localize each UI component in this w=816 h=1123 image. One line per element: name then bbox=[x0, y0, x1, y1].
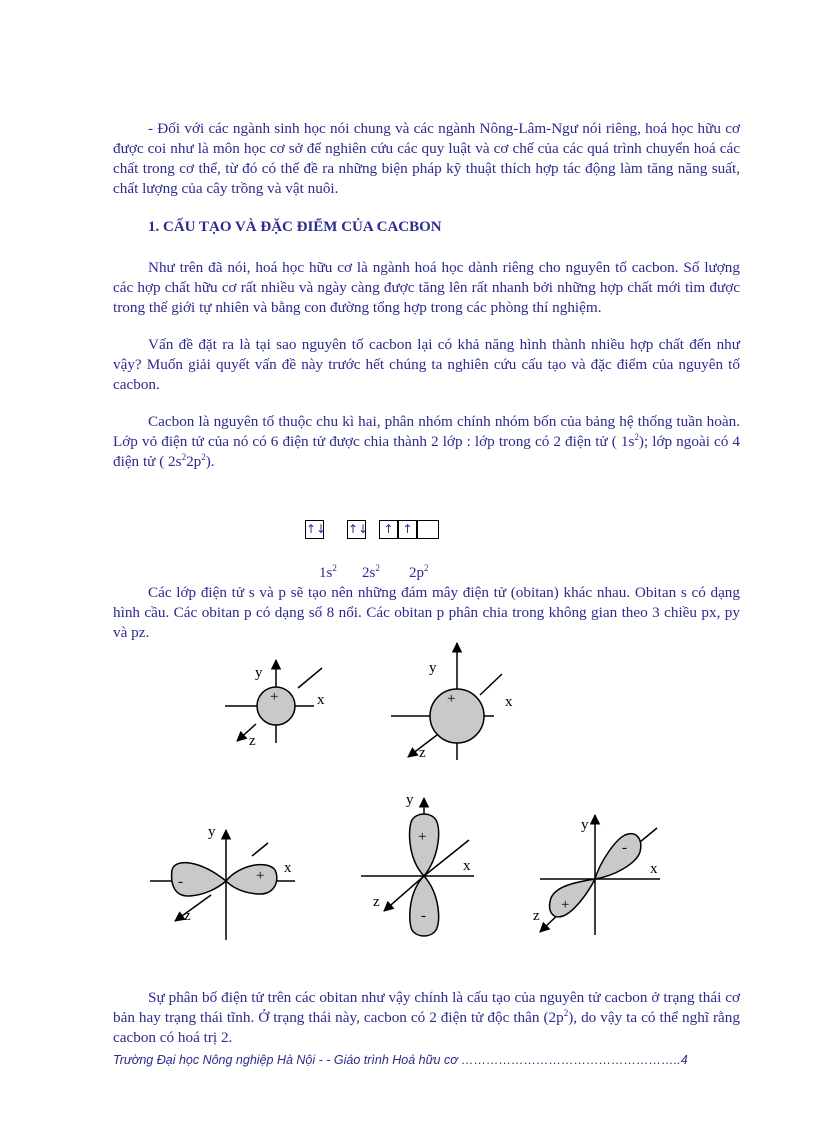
orbital-box-2px: ↑ bbox=[379, 520, 398, 539]
pz-x-label: x bbox=[650, 861, 658, 877]
s2-x-label: x bbox=[505, 694, 513, 710]
orbital-box-1s: ↑↓ bbox=[305, 520, 324, 539]
py-z-label: z bbox=[373, 894, 380, 910]
section-heading: 1. CẤU TẠO VÀ ĐẶC ĐIỂM CỦA CACBON bbox=[148, 219, 442, 235]
pz-orbital bbox=[540, 815, 660, 935]
s2-z-label: z bbox=[419, 745, 426, 761]
orbital-box-2py: ↑ bbox=[398, 520, 417, 539]
page-footer: Trường Đại học Nông nghiệp Hà Nội - - Giáo trình Hoá hữu cơ ……………………………………………..4 bbox=[113, 1053, 688, 1067]
paragraph-2: Vấn đề đặt ra là tại sao nguyên tố cacbon lại có khả năng hình thành nhiều hợp chất đến như vậy? Muốn giải quyết vấn đề này trước hết chúng ta nghiên cứu cấu tạo và đặc điểm của nguyên tố cacbon. bbox=[113, 336, 740, 393]
s2-y-label: y bbox=[429, 660, 437, 676]
py-minus: - bbox=[421, 908, 426, 924]
px-plus: + bbox=[256, 868, 265, 884]
label-1s: $1s^2$ bbox=[319, 563, 337, 581]
label-2p: $2p^2$ bbox=[409, 563, 429, 581]
paragraph-3: Cacbon là nguyên tố thuộc chu kì hai, phân nhóm chính nhóm bốn của bảng hệ thống tuần hoàn. Lớp vỏ điện tử của nó có 6 điện tử được chia thành 2 lớp : lớp trong có 2 điện tử ( $1s^2$); lớp ngoài có 4 điện tử ( $2s^22p^2$). bbox=[113, 413, 741, 470]
px-z-label: z bbox=[184, 908, 191, 924]
px-y-label: y bbox=[208, 824, 216, 840]
s1-y-label: y bbox=[255, 665, 263, 681]
s1-plus: + bbox=[270, 689, 279, 705]
paragraph-5: Sự phân bố điện tử trên các obitan như vậy chính là cấu tạo của nguyên tử cacbon ở trạng thái cơ bản hay trạng thái tĩnh. Ở trạng thái này, cacbon có 2 điện tử độc thân $(2p^2)$, do vậy ta có thể nghĩ rằng cacbon có hoá trị 2. bbox=[113, 989, 740, 1046]
orbital-box-2s: ↑↓ bbox=[347, 520, 366, 539]
pz-y-label: y bbox=[581, 817, 589, 833]
paragraph-4: Các lớp điện tử s và p sẽ tạo nên những đám mây điện tử (obitan) khác nhau. Obitan s có dạng hình cầu. Các obitan p có dạng số 8 nổi. Các obitan p phân chia trong không gian theo 3 chiều px, py và pz. bbox=[113, 584, 740, 641]
px-x-label: x bbox=[284, 860, 292, 876]
s1-z-label: z bbox=[249, 733, 256, 749]
pz-z-label: z bbox=[533, 908, 540, 924]
s2-plus: + bbox=[447, 691, 456, 707]
pz-plus: + bbox=[561, 897, 570, 913]
paragraph-1: Như trên đã nói, hoá học hữu cơ là ngành hoá học dành riêng cho nguyên tố cacbon. Số lượng các hợp chất hữu cơ rất nhiều và ngày càng được tăng lên rất nhanh bởi những hợp chất mới tìm được trong thế giới tự nhiên và bằng con đường tổng hợp trong các phòng thí nghiệm. bbox=[113, 259, 740, 316]
px-minus: - bbox=[178, 874, 183, 890]
label-2s: $2s^2$ bbox=[362, 563, 380, 581]
intro-paragraph: - Đối với các ngành sinh học nói chung và các ngành Nông-Lâm-Ngư nói riêng, hoá học hữu cơ được coi như là môn học cơ sở để nghiên cứu các quy luật và cơ chế của các quá trình chuyển hoá các chất trong cơ thể, từ đó có thể đề ra những biện pháp kỹ thuật thích hợp tác động làm tăng năng suất, chất lượng của cây trồng và vật nuôi. bbox=[113, 120, 740, 197]
px-orbital bbox=[150, 830, 295, 940]
s1-x-label: x bbox=[317, 692, 325, 708]
py-plus: + bbox=[418, 829, 427, 845]
py-y-label: y bbox=[406, 792, 414, 808]
py-x-label: x bbox=[463, 858, 471, 874]
pz-minus: - bbox=[622, 840, 627, 856]
py-orbital bbox=[361, 798, 474, 936]
